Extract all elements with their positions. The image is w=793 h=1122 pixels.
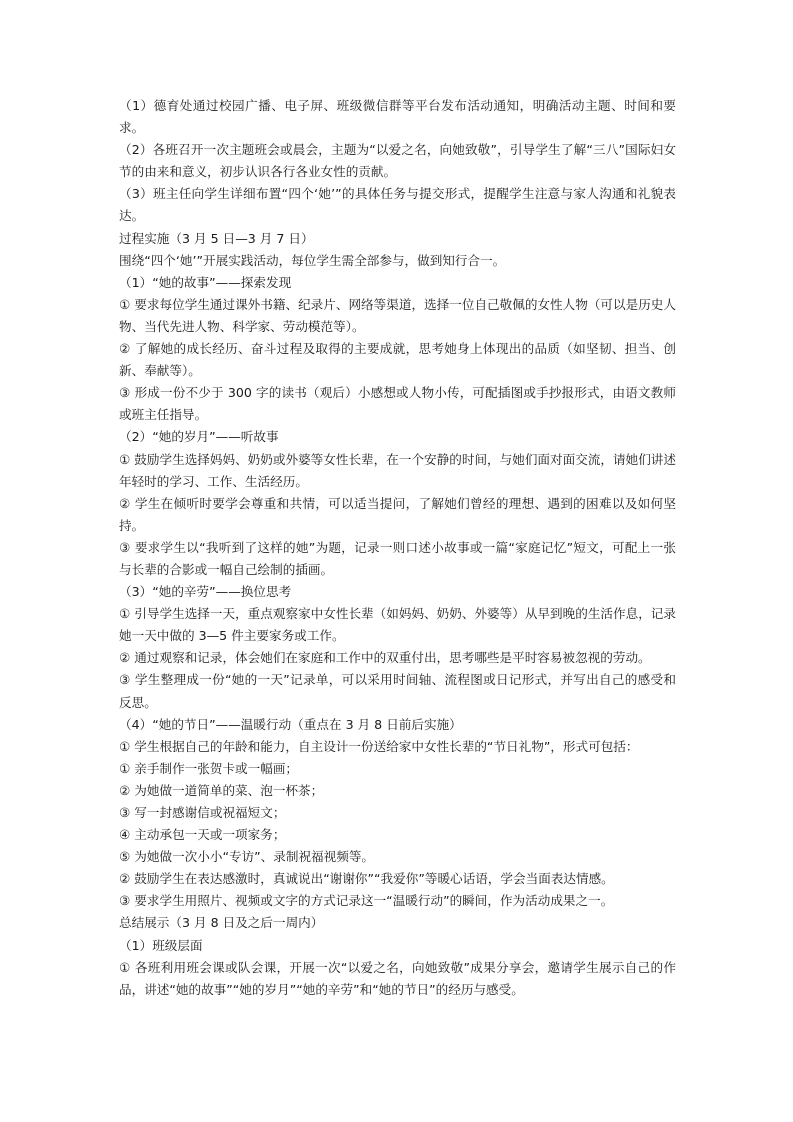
paragraph: （3）班主任向学生详细布置“四个‘她’”的具体任务与提交形式，提醒学生注意与家人沟通和礼貌表达。	[119, 186, 676, 224]
document-body	[119, 95, 676, 1001]
paragraph: ③ 形成一份不少于 300 字的读书（观后）小感想或人物小传，可配插图或手抄报形式，由语文教师或班主任指导。	[119, 385, 676, 423]
paragraph: ② 学生在倾听时要学会尊重和共情，可以适当提问，了解她们曾经的理想、遇到的困难以及如何坚持。	[119, 495, 676, 533]
paragraph: ③ 要求学生用照片、视频或文字的方式记录这一“温暖行动”的瞬间，作为活动成果之一。	[119, 893, 614, 909]
paragraph: （3）“她的辛劳”——换位思考	[119, 584, 292, 600]
paragraph: （1）班级层面	[119, 937, 203, 953]
paragraph: ② 通过观察和记录，体会她们在家庭和工作中的双重付出，思考哪些是平时容易被忽视的劳动。	[119, 650, 651, 666]
paragraph: ③ 要求学生以“我听到了这样的她”为题，记录一则口述小故事或一篇“家庭记忆”短文，可配上一张与长辈的合影或一幅自己绘制的插画。	[119, 539, 676, 577]
paragraph: （4）“她的节日”——温暖行动（重点在 3 月 8 日前后实施）	[119, 716, 462, 732]
paragraph: ② 了解她的成长经历、奋斗过程及取得的主要成就，思考她身上体现出的品质（如坚韧、担当、创新、奉献等）。	[119, 341, 676, 379]
paragraph: ② 鼓励学生在表达感激时，真诚说出“谢谢你”“我爱你”等暖心话语，学会当面表达情感。	[119, 871, 614, 887]
paragraph: ③ 写一封感谢信或祝福短文；	[119, 805, 286, 820]
paragraph: （1）德育处通过校园广播、电子屏、班级微信群等平台发布活动通知，明确活动主题、时间和要求。	[119, 98, 676, 136]
paragraph: ⑤ 为她做一次小小“专访”、录制祝福视频等。	[119, 849, 375, 865]
paragraph: ① 学生根据自己的年龄和能力，自主设计一份送给家中女性长辈的“节日礼物”，形式可包括：	[119, 738, 639, 754]
paragraph: （2）“她的岁月”——听故事	[119, 429, 279, 445]
paragraph: ② 为她做一道简单的菜、泡一杯茶；	[119, 782, 324, 798]
paragraph: 过程实施（3 月 5 日—3 月 7 日）	[119, 230, 314, 246]
paragraph: ③ 学生整理成一份“她的一天”记录单，可以采用时间轴、流程图或日记形式，并写出自己的感受和反思。	[119, 672, 676, 710]
paragraph: ① 鼓励学生选择妈妈、奶奶或外婆等女性长辈，在一个安静的时间，与她们面对面交流，请她们讲述年轻时的学习、工作、生活经历。	[119, 451, 676, 489]
paragraph: （2）各班召开一次主题班会或晨会，主题为“以爱之名，向她致敬”，引导学生了解“三八”国际妇女节的由来和意义，初步认识各行各业女性的贡献。	[119, 142, 676, 180]
paragraph: ④ 主动承包一天或一项家务；	[119, 827, 286, 843]
paragraph: 总结展示（3 月 8 日及之后一周内）	[119, 915, 324, 931]
paragraph: ① 亲手制作一张贺卡或一幅画；	[119, 760, 299, 776]
paragraph: ① 要求每位学生通过课外书籍、纪录片、网络等渠道，选择一位自己敬佩的女性人物（可以是历史人物、当代先进人物、科学家、劳动模范等）。	[119, 296, 676, 334]
paragraph: 围绕“四个‘她’”开展实践活动，每位学生需全部参与，做到知行合一。	[119, 252, 506, 268]
paragraph: （1）“她的故事”——探索发现	[119, 274, 292, 290]
paragraph: ① 各班利用班会课或队会课，开展一次“以爱之名，向她致敬”成果分享会，邀请学生展示自己的作品，讲述“她的故事”“她的岁月”“她的辛劳”和“她的节日”的经历与感受。	[119, 959, 676, 997]
paragraph: ① 引导学生选择一天，重点观察家中女性长辈（如妈妈、奶奶、外婆等）从早到晚的生活作息，记录她一天中做的 3—5 件主要家务或工作。	[119, 606, 676, 644]
